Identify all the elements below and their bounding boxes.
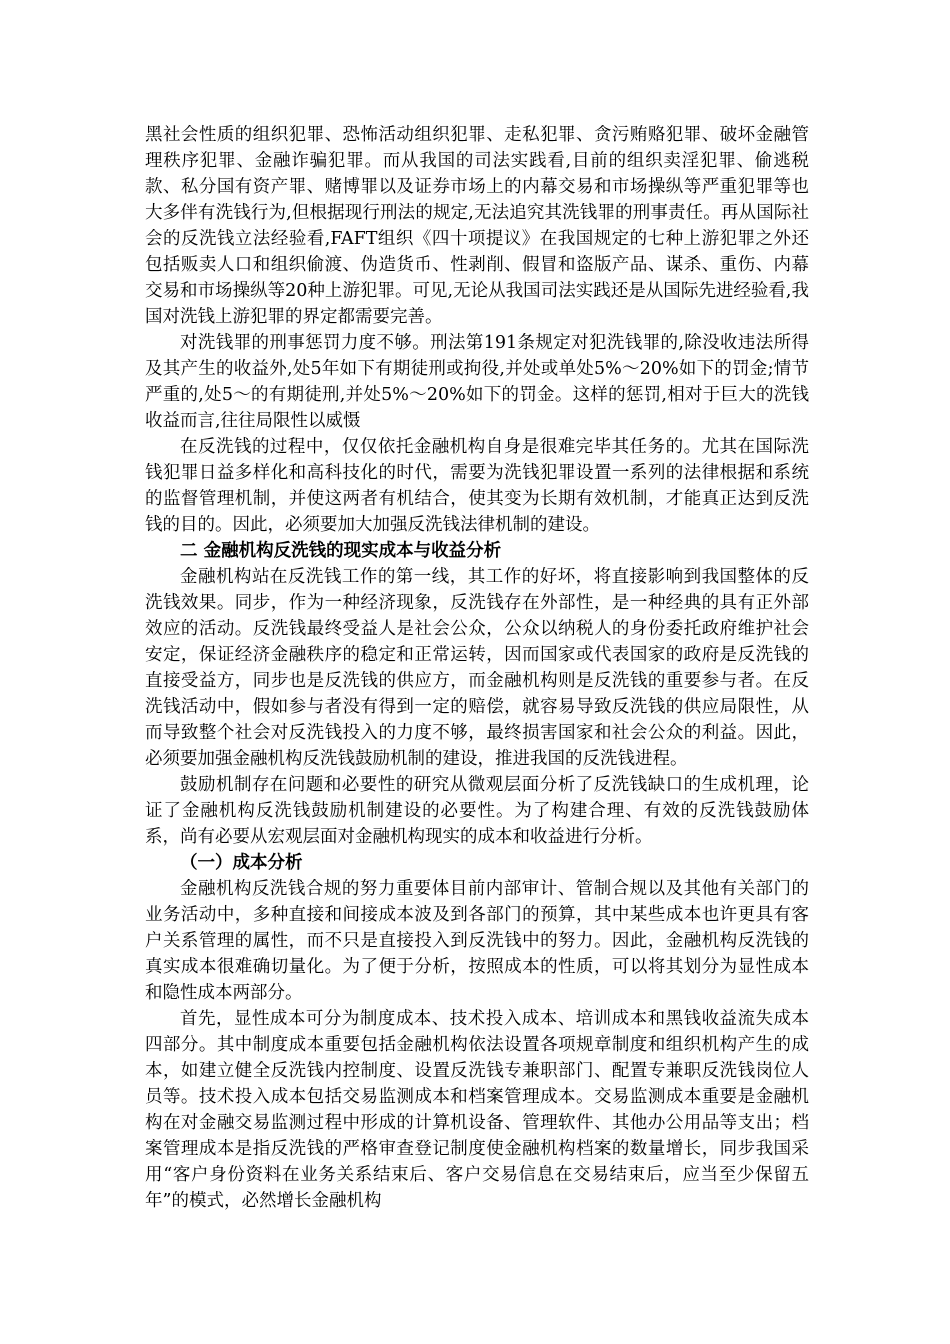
paragraph-incentive-mechanism: 鼓励机制存在问题和必要性的研究从微观层面分析了反洗钱缺口的生成机理，论证了金融机构反洗钱鼓励机制建设的必要性。为了构建合理、有效的反洗钱鼓励体系，尚有必要从宏观层面对金融机构现实的成本和收益进行分析。	[145, 775, 809, 847]
subsection-heading-cost-analysis: （一）成本分析	[180, 853, 303, 873]
paragraph-explicit-cost: 首先，显性成本可分为制度成本、技术投入成本、培训成本和黑钱收益流失成本四部分。其中制度成本重要包括金融机构依法设置各项规章制度和组织机构产生的成本，如建立健全反洗钱内控制度、设置反洗钱专兼职部门、配置专兼职反洗钱岗位人员等。技术投入成本包括交易监测成本和档案管理成本。交易监测成本重要是金融机构在对金融交易监测过程中形成的计算机设备、管理软件、其他办公用品等支出；档案管理成本是指反洗钱的严格审查登记制度使金融机构档案的数量增长，同步我国采用“客户身份资料在业务关系结束后、客户交易信息在交易结束后，应当至少保留五年”的模式，必然增长金融机构	[145, 1009, 809, 1211]
paragraph-legal-mechanism: 在反洗钱的过程中，仅仅依托金融机构自身是很难完毕其任务的。尤其在国际洗钱犯罪日益多样化和高科技化的时代，需要为洗钱犯罪设置一系列的法律根据和系统的监督管理机制，并使这两者有机结合，使其变为长期有效机制，才能真正达到反洗钱的目的。因此，必须要加大加强反洗钱法律机制的建设。	[145, 437, 809, 535]
paragraph-compliance-cost: 金融机构反洗钱合规的努力重要体目前内部审计、管制合规以及其他有关部门的业务活动中，多种直接和间接成本波及到各部门的预算，其中某些成本也许更具有客户关系管理的属性，而不只是直接投入到反洗钱中的努力。因此，金融机构反洗钱的真实成本很难确切量化。为了便于分析，按照成本的性质，可以将其划分为显性成本和隐性成本两部分。	[145, 879, 809, 1003]
paragraph-criminal-penalty: 对洗钱罪的刑事惩罚力度不够。刑法第191条规定对犯洗钱罪的,除没收违法所得及其产生的收益外,处5年如下有期徒刑或拘役,并处或单处5%～20%如下的罚金;情节严重的,处5～的有期徒刑,并处5%～20%如下的罚金。这样的惩罚,相对于巨大的洗钱收益而言,往往局限性以威慑	[145, 333, 809, 431]
paragraph-externality: 金融机构站在反洗钱工作的第一线，其工作的好坏，将直接影响到我国整体的反洗钱效果。同步，作为一种经济现象，反洗钱存在外部性，是一种经典的具有正外部效应的活动。反洗钱最终受益人是社会公众，公众以纳税人的身份委托政府维护社会安定，保证经济金融秩序的稳定和正常运转，因而国家或代表国家的政府是反洗钱的直接受益方，同步也是反洗钱的供应方，而金融机构则是反洗钱的重要参与者。在反洗钱活动中，假如参与者没有得到一定的赔偿，就容易导致反洗钱的供应局限性，从而导致整个社会对反洗钱投入的力度不够，最终损害国家和社会公众的利益。因此，必须要加强金融机构反洗钱鼓励机制的建设，推进我国的反洗钱进程。	[145, 567, 809, 769]
section-heading-cost-benefit: 二 金融机构反洗钱的现实成本与收益分析	[180, 541, 502, 561]
document-page	[145, 122, 809, 1214]
paragraph-upstream-crimes: 黑社会性质的组织犯罪、恐怖活动组织犯罪、走私犯罪、贪污贿赂犯罪、破坏金融管理秩序犯罪、金融诈骗犯罪。而从我国的司法实践看,目前的组织卖淫犯罪、偷逃税款、私分国有资产罪、赌博罪以及证券市场上的内幕交易和市场操纵等严重犯罪等也大多伴有洗钱行为,但根据现行刑法的规定,无法追究其洗钱罪的刑事责任。再从国际社会的反洗钱立法经验看,FAFT组织《四十项提议》在我国规定的七种上游犯罪之外还包括贩卖人口和组织偷渡、伪造货币、性剥削、假冒和盗版产品、谋杀、重伤、内幕交易和市场操纵等20种上游犯罪。可见,无论从我国司法实践还是从国际先进经验看,我国对洗钱上游犯罪的界定都需要完善。	[145, 125, 809, 327]
